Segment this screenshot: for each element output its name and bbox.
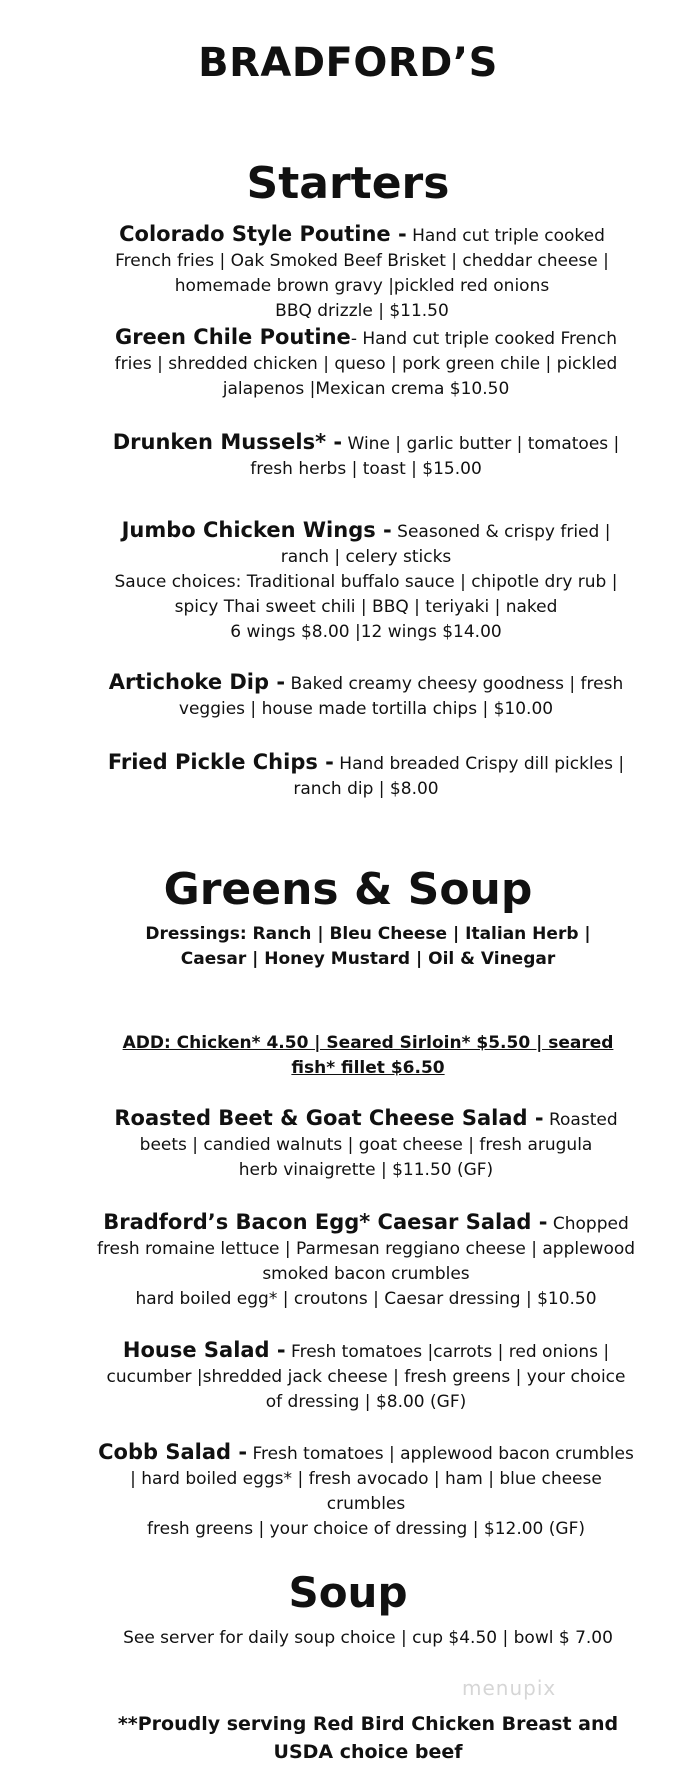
item-desc: - Hand cut triple cooked French fries | shredded chicken | queso | pork green chile | pickled jalapenos |Mexican crema $10.50 [114, 329, 618, 399]
soup-heading: Soup [288, 1568, 408, 1617]
restaurant-name: BRADFORD’S [198, 40, 498, 86]
item-desc: Fresh tomatoes | applewood bacon crumbles | hard boiled eggs* | fresh avocado | ham | blue cheese crumbles [130, 1444, 634, 1514]
item-desc: Fresh tomatoes |carrots | red onions | cucumber |shredded jack cheese | fresh greens | your choice of dressing | $8.00 (GF) [106, 1342, 626, 1412]
item-name: Fried Pickle Chips - [107, 750, 334, 774]
menu-item-artichoke-dip [96, 670, 636, 722]
add-ons: ADD: Chicken* 4.50 | Seared Sirloin* $5.50 | seared fish* fillet $6.50 [122, 1033, 614, 1078]
item-name: Drunken Mussels* - [112, 430, 343, 454]
item-name: Cobb Salad - [98, 1440, 248, 1464]
item-extra: fresh greens | your choice of dressing | $12.00 (GF) [147, 1519, 585, 1539]
item-extra: hard boiled egg* | croutons | Caesar dressing | $10.50 [135, 1289, 597, 1309]
menu-item-green-chile-poutine [96, 325, 636, 402]
menu-item-house-salad [96, 1338, 636, 1415]
item-name: Bradford’s Bacon Egg* Caesar Salad - [103, 1210, 548, 1234]
item-desc: Chopped fresh romaine lettuce | Parmesan reggiano cheese | applewood smoked bacon crumbles [96, 1214, 636, 1284]
starters-heading: Starters [246, 158, 450, 209]
item-name: Artichoke Dip - [108, 670, 286, 694]
soup-note: See server for daily soup choice | cup $4.50 | bowl $ 7.00 [123, 1628, 613, 1648]
item-desc: Hand cut triple cooked French fries | Oak Smoked Beef Brisket | cheddar cheese | homemade brown gravy |pickled red onions [115, 226, 609, 296]
item-name: Jumbo Chicken Wings - [121, 518, 392, 542]
item-name: Green Chile Poutine [114, 325, 351, 349]
greens-soup-heading: Greens & Soup [163, 864, 533, 915]
item-desc: Roasted beets | candied walnuts | goat cheese | fresh arugula [139, 1110, 618, 1155]
menu-item-colorado-poutine [92, 222, 632, 324]
footer-note: **Proudly serving Red Bird Chicken Breast and USDA choice beef [117, 1713, 619, 1763]
item-desc: Hand breaded Crispy dill pickles | ranch dip | $8.00 [293, 754, 625, 799]
item-desc: Wine | garlic butter | tomatoes | fresh herbs | toast | $15.00 [250, 434, 620, 479]
menu-item-beet-goat-cheese-salad [96, 1106, 636, 1183]
item-name: Colorado Style Poutine - [119, 222, 407, 246]
item-sauces: Sauce choices: Traditional buffalo sauce | chipotle dry rub | spicy Thai sweet chili | BBQ | teriyaki | naked [114, 572, 618, 617]
item-extra: BBQ drizzle | $11.50 [275, 301, 449, 321]
menu-item-fried-pickle-chips [96, 750, 636, 802]
menu-item-drunken-mussels [96, 430, 636, 482]
menu-item-chicken-wings [96, 518, 636, 645]
dressings-list: Dressings: Ranch | Bleu Cheese | Italian Herb | Caesar | Honey Mustard | Oil & Vinegar [145, 924, 591, 969]
item-name: House Salad - [122, 1338, 286, 1362]
menu-item-cobb-salad [96, 1440, 636, 1542]
item-prices: 6 wings $8.00 |12 wings $14.00 [230, 622, 502, 642]
item-name: Roasted Beet & Goat Cheese Salad - [114, 1106, 544, 1130]
menu-item-caesar-salad [96, 1210, 636, 1312]
item-desc: Seasoned & crispy fried | ranch | celery sticks [280, 522, 611, 567]
watermark-logo: menupix [462, 1676, 557, 1700]
item-extra: herb vinaigrette | $11.50 (GF) [238, 1160, 494, 1180]
item-desc: Baked creamy cheesy goodness | fresh veggies | house made tortilla chips | $10.00 [178, 674, 624, 719]
